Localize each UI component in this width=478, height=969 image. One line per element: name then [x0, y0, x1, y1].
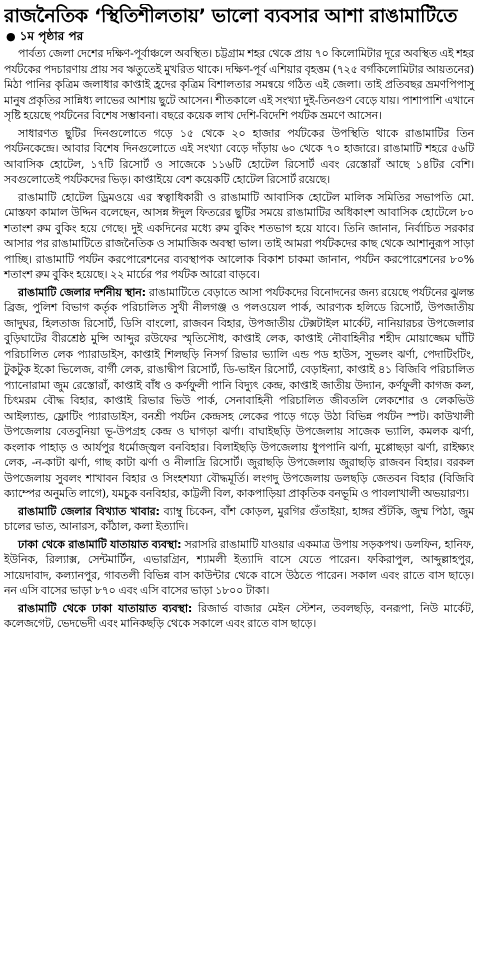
- article-headline: রাজনৈতিক ‘স্থিতিশীলতায়’ ভালো ব্যবসার আশা রাঙামাটিতে: [4, 5, 458, 27]
- paragraph-dhaka-to-rangamati: [4, 537, 474, 599]
- section-lead: রাঙামাটি থেকে ঢাকা যাতায়াত ব্যবস্থা:: [18, 601, 193, 615]
- paragraph-text: রাঙামাটি হোটেল ড্রিমওয়ে এর স্বত্বাধিকারী ও রাঙামাটি আবাসিক হোটেল মালিক সমিতির সভাপতি মো. মোস্তফা কামাল উদ্দিন বলেছেন, আসন্ন ঈদুল ফিতরের ছুটির সময়ে রাঙামাটির অধিকাংশ আবাসিক হোটেলে ৮০ শতাংশ রুম বুকিং হয়ে গেছে। দুই একদিনের মধ্যে রুম বুকিং শতভাগ হয়ে যাবে। তিনি জানান, নির্বাচিত সরকার আসার পর রাঙামাটিতে রাজনৈতিক ও সামাজিক অবস্থা ভাল। তাই আমরা পর্যটকদের কাছ থেকে আশানুরূপ সাড়া পাচ্ছি। রাঙামাটি পর্যটন করপোরেশনের ব্যবস্থাপক আলোক বিকাশ চাকমা জানান, পর্যটন করপোরেশনের ৮০% শতাংশ রুম বুকিং হয়েছে। ২২ মার্চের পর পর্যটক আরো বাড়বে।: [4, 190, 474, 281]
- section-lead: রাঙামাটি জেলার বিখ্যাত খাবার:: [18, 504, 160, 518]
- section-lead: ঢাকা থেকে রাঙামাটি যাতায়াত ব্যবস্থা:: [18, 537, 182, 551]
- paragraph-text: ব্যাম্বু চিকেন, বাঁশ কোড়ল, মুরগির গুঁতাইয়া, হাঙ্গর শুঁটকি, জুম্ম পিঠা, জুম চালের ভাত, আনারস, কাঁঠাল, কলা ইত্যাদি।: [4, 504, 475, 533]
- paragraph-rangamati-to-dhaka: [4, 601, 474, 632]
- paragraph-food: [4, 504, 474, 535]
- paragraph-text: পার্বত্য জেলা দেশের দক্ষিণ-পূর্বাঞ্চলে অবস্থিত। চট্টগ্রাম শহর থেকে প্রায় ৭০ কিলোমিটার দূরে অবস্থিত এই শহর পর্যটকের পদচারণায় প্রায় সব ঋতুতেই মুখরিত থাকে। দক্ষিণ-পূর্ব এশিয়ার বৃহত্তম (৭২৫ বর্গকিলোমিটার আয়তনের) মিঠা পানির কৃত্রিম জলাধার কাপ্তাই হ্রদের কৃত্রিম বিশালতার সমন্বয়ে গঠিত এই জেলা। তাই প্রতিবছর ভ্রমণপিপাসু মানুষ প্রকৃতির সান্নিধ্য লাভের আশায় ছুটে আসেন। শীতকালে এই সংখ্যা দুই-তিনগুণ বেড়ে যায়। পাশাপাশি এখানে সৃষ্টি হয়েছে পর্যটনের বিশেষ সম্ভাবনা। বছরে কয়েক লাখ দেশি-বিদেশি পর্যটক ভ্রমণে আসেন।: [4, 47, 474, 122]
- paragraph-text: রিজার্ভ বাজার মেইন স্টেশন, তবলছড়ি, বনরূপা, নিউ মার্কেট, কলেজগেট, ভেদভেদী এবং মানিকছড়ি থেকে সকালে এবং রাতে বাস ছাড়ে।: [4, 601, 474, 630]
- paragraph-text: রাঙামাটিতে বেড়াতে আসা পর্যটকদের বিনোদনের জন্য রয়েছে পর্যটনের ঝুলন্ত ব্রিজ, পুলিশ বিভাগ কর্তৃক পরিচালিত সুখী নীলগঞ্জ ও পলওয়েল পার্ক, আরণ্যক হলিডে রিসোর্ট, উপজাতীয় জাদুঘর, হিলতাজ রিসোর্ট, ডিসি বাংলো, রাজবন বিহার, উপজাতীয় টেক্সটাইল মার্কেট, নানিয়ারচর উপজেলার বুড়িঘাটের বীরশ্রেষ্ঠ মুন্সি আব্দুর রউফের স্মৃতিসৌধ, কাপ্তাই লেক, কাপ্তাই নৌবাহিনীর শহীদ মোয়াজ্জেম ঘাঁটি পরিচালিত লেক প্যারাডাইস, কাপ্তাই শিলছড়ি নিসর্গ রিভার ভ্যালি এন্ড পড হাউস, সুভলং ঝর্ণা, পেদাটিংটিং, টুকটুক ইকো ভিলেজ, বার্গী লেক, রাঙাদ্বীপ রিসোর্ট, ডি-ভাইন রিসোর্ট, বেড়াইন্যা, কাপ্তাই ৪১ বিজিবি পরিচালিত প্যানোরামা জুম রেস্তোরাঁ, কাপ্তাই বাঁধ ও কর্ণফুলী পানি বিদ্যুৎ কেন্দ্র, কাপ্তাই জাতীয় উদ্যান, কর্ণফুলী কাগজ কল, চিৎমরম বৌদ্ধ বিহার, কাপ্তাই রিভার ভিউ পার্ক, সেনাবাহিনী পরিচালিত জীবতলি লেকশোর ও লেকভিউ আইল্যান্ড, ফ্লোটিং প্যারাডাইস, বনশ্রী পর্যটন কেন্দ্রসহ লেকের পাড়ে গড়ে উঠা বিভিন্ন পর্যটন স্পট। কাউখালী উপজেলায় বেতবুনিয়া ভূ-উপগ্রহ কেন্দ্র ও ঘাগড়া ঝর্ণা। বাঘাইছড়ি উপজেলায় সাজেক ভ্যালি, কমলক ঝর্ণা, কংলাক পাহাড় ও আর্যপুর ধর্মোজ্জ্বল বনবিহার। বিলাইছড়ি উপজেলায় ধুপপানি ঝর্ণা, মুপ্পোছড়া ঝর্ণা, রাইক্ষ্যং লেক, -ন-কাটা ঝর্ণা, গাছ কাটা ঝর্ণা ও নীলাদ্রি রিসোর্ট। জুরাছড়ি উপজেলায় জুরাছড়ি রাজবন বিহার। বরকল উপজেলায় সুবলং শাখাবন বিহার ও সিংহশয্যা বৌদ্ধমূর্তি। লংগদু উপজেলায় ডলছড়ি জেতবন বিহার (বিজিবি ক্যাম্পের অনুমতি লাগে), যমচুক বনবিহার, কাট্টলী বিল, কাকপাড়িয়া প্রাকৃতিক বনভূমি ও পাবলাখালী অভয়ারণ্য।: [4, 285, 475, 500]
- paragraph-visitors: [4, 126, 474, 188]
- paragraph-text: সরাসরি রাঙামাটি যাওয়ার একমাত্র উপায় সড়কপথ। ডলফিন, হানিফ, ইউনিক, রিল্যাক্স, সেন্টমার্টিন, এভারগ্রিন, শ্যামলী ইত্যাদি বাসে যেতে পারেন। ফকিরাপুল, আব্দুল্লাহপুর, সায়েদাবাদ, কল্যানপুর, গাবতলী বিভিন্ন বাস কাউন্টার থেকে বাসে উঠতে পারেন। সকাল এবং রাতে বাস ছাড়ে। নন এসি বাসের ভাড়া ৮৭০ এবং এসি বাসের ভাড়া ১৮০০ টাকা।: [4, 537, 475, 597]
- paragraph-hotel-booking: [4, 190, 474, 283]
- continued-label: ১ম পৃষ্ঠার পর: [19, 29, 84, 43]
- paragraph-intro: [4, 46, 474, 124]
- paragraph-text: সাধারণত ছুটির দিনগুলোতে গড়ে ১৫ থেকে ২০ হাজার পর্যটকের উপস্থিতি থাকে রাঙামাটির তিন পর্যটনকেন্দ্রে। আবার বিশেষ দিনগুলোতে এই সংখ্যা বেড়ে দাঁড়ায় ৬০ থেকে ৭০ হাজারে। রাঙামাটি শহরে ৫৬টি আবাসিক হোটেল, ১৭টি রিসোর্ট ও সাজেকে ১১৬টি হোটেল রিসোর্ট এবং রেস্তোরাঁ আছে ১৪টির বেশি। সবগুলোতেই পর্যটকদের ভিড়। কাপ্তাইয়ে বেশ কয়েকটি হোটেল রিসোর্ট রয়েছে।: [4, 126, 474, 186]
- section-lead: রাঙামাটি জেলার দর্শনীয় স্থান:: [18, 285, 146, 299]
- paragraph-attractions: [4, 285, 474, 502]
- bullet-icon: ●: [6, 30, 16, 43]
- article-body: [4, 46, 474, 632]
- continued-line: [6, 29, 474, 44]
